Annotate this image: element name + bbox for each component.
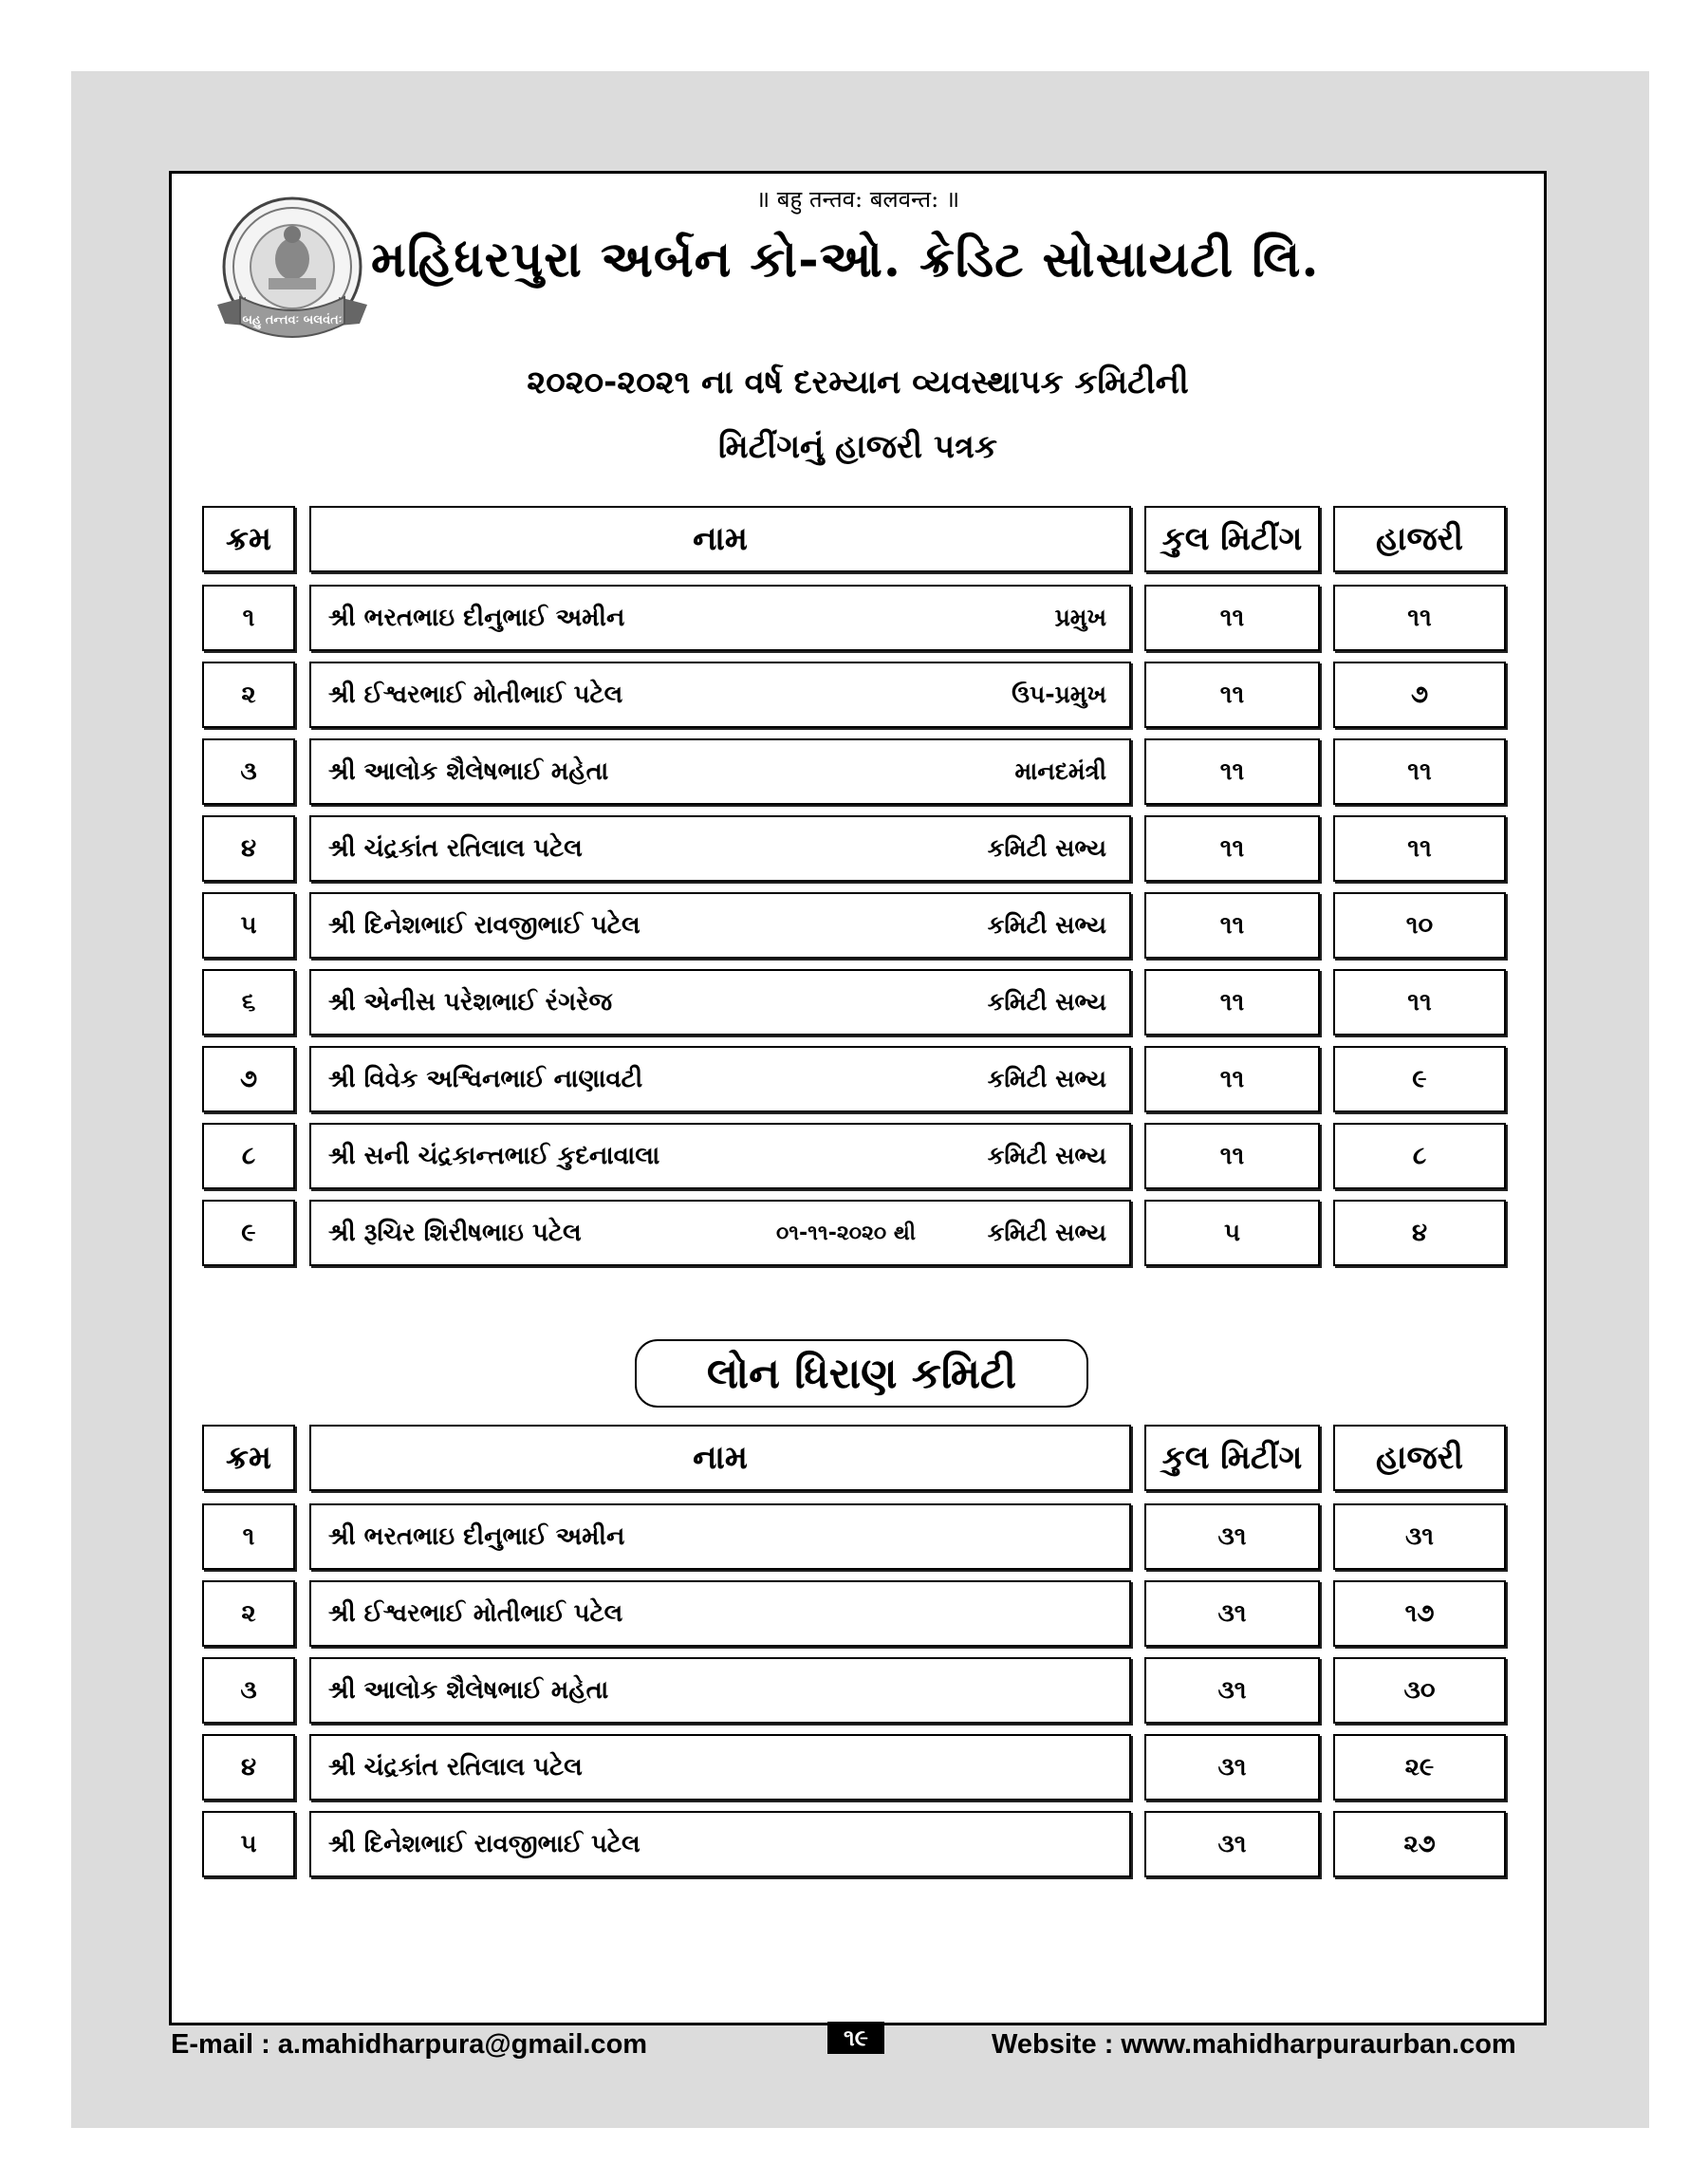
- member-name: શ્રી સની ચંદ્રકાન્તભાઈ કુદનાવાલા: [328, 1141, 660, 1170]
- row-name-cell: [309, 585, 1131, 651]
- row-total-cell: ૩૧: [1144, 1657, 1320, 1724]
- header-sr: ક્રમ: [202, 506, 295, 572]
- member-designation: કમિટી સભ્ય: [987, 988, 1106, 1016]
- row-name-cell: [309, 1580, 1131, 1647]
- member-name: શ્રી ઈશ્વરભાઈ મોતીભાઈ પટેલ: [328, 680, 623, 709]
- row-attendance-cell: ૯: [1333, 1046, 1506, 1112]
- row-sr-cell: ૭: [202, 1046, 295, 1112]
- row-total-cell: ૧૧: [1144, 1123, 1320, 1189]
- row-name-cell: [309, 892, 1131, 959]
- row-sr-cell: ૫: [202, 892, 295, 959]
- row-name-cell: [309, 1123, 1131, 1189]
- row-name-cell: [309, 1503, 1131, 1570]
- row-sr-cell: ૧: [202, 1503, 295, 1570]
- member-name: શ્રી ભરતભાઇ દીનુભાઈ અમીન: [328, 1521, 625, 1551]
- row-total-cell: ૩૧: [1144, 1580, 1320, 1647]
- motto: ॥ बहु तन्तव: बलवन्त: ॥: [755, 186, 960, 213]
- header-attendance: હાજરી: [1333, 1425, 1506, 1491]
- member-designation: કમિટી સભ્ય: [987, 1142, 1106, 1169]
- row-sr-cell: ૩: [202, 1657, 295, 1724]
- row-total-cell: ૧૧: [1144, 662, 1320, 728]
- row-name-cell: [309, 1811, 1131, 1877]
- member-designation: પ્રમુખ: [1054, 604, 1106, 631]
- member-name: શ્રી ઈશ્વરભાઈ મોતીભાઈ પટેલ: [328, 1598, 623, 1628]
- row-attendance-cell: ૪: [1333, 1200, 1506, 1266]
- row-attendance-cell: ૧૧: [1333, 585, 1506, 651]
- row-name-cell: [309, 1657, 1131, 1724]
- member-from-date: ૦૧-૧૧-૨૦૨૦ થી: [776, 1221, 916, 1245]
- row-total-cell: ૩૧: [1144, 1734, 1320, 1801]
- row-total-cell: ૩૧: [1144, 1503, 1320, 1570]
- row-total-cell: ૧૧: [1144, 585, 1320, 651]
- row-sr-cell: ૪: [202, 1734, 295, 1801]
- row-name-cell: [309, 815, 1131, 882]
- member-designation: માનદમંત્રી: [1014, 757, 1106, 785]
- row-total-cell: ૧૧: [1144, 815, 1320, 882]
- row-total-cell: ૧૧: [1144, 738, 1320, 805]
- header-total-meetings: કુલ મિટીંગ: [1144, 506, 1320, 572]
- member-name: શ્રી વિવેક અશ્વિનભાઈ નાણાવટી: [328, 1064, 643, 1093]
- document-title-line1: ૨૦૨૦-૨૦૨૧ ના વર્ષ દરમ્યાન વ્યવસ્થાપક કમિટીની: [527, 364, 1189, 401]
- row-name-cell: [309, 1200, 1131, 1266]
- member-designation: કમિટી સભ્ય: [987, 1219, 1106, 1246]
- member-designation: કમિટી સભ્ય: [987, 1065, 1106, 1092]
- loan-committee-title: લોન ધિરાણ કમિટી: [635, 1339, 1088, 1408]
- row-name-cell: [309, 969, 1131, 1036]
- row-attendance-cell: ૨૯: [1333, 1734, 1506, 1801]
- row-attendance-cell: ૭: [1333, 662, 1506, 728]
- row-total-cell: ૫: [1144, 1200, 1320, 1266]
- header-total-meetings: કુલ મિટીંગ: [1144, 1425, 1320, 1491]
- footer-website: Website : www.mahidharpuraurban.com: [992, 2029, 1516, 2060]
- footer-email: E-mail : a.mahidharpura@gmail.com: [171, 2029, 648, 2060]
- row-name-cell: [309, 738, 1131, 805]
- row-attendance-cell: ૨૭: [1333, 1811, 1506, 1877]
- member-name: શ્રી આલોક શૈલેષભાઈ મહેતા: [328, 756, 609, 786]
- member-designation: કમિટી સભ્ય: [987, 911, 1106, 939]
- row-attendance-cell: ૧૧: [1333, 815, 1506, 882]
- row-attendance-cell: ૧૦: [1333, 892, 1506, 959]
- member-designation: ઉપ-પ્રમુખ: [1012, 681, 1106, 708]
- row-sr-cell: ૬: [202, 969, 295, 1036]
- row-sr-cell: ૨: [202, 662, 295, 728]
- member-name: શ્રી દિનેશભાઈ રાવજીભાઈ પટેલ: [328, 910, 640, 940]
- row-sr-cell: ૯: [202, 1200, 295, 1266]
- member-name: શ્રી ચંદ્રકાંત રતિલાલ પટેલ: [328, 1752, 583, 1782]
- row-sr-cell: ૪: [202, 815, 295, 882]
- document-title-line2: મિટીંગનું હાજરી પત્રક: [718, 428, 997, 466]
- row-sr-cell: ૮: [202, 1123, 295, 1189]
- row-total-cell: ૩૧: [1144, 1811, 1320, 1877]
- document-page: [169, 171, 1547, 2025]
- row-sr-cell: ૫: [202, 1811, 295, 1877]
- header-name: નામ: [309, 506, 1131, 572]
- member-name: શ્રી દિનેશભાઈ રાવજીભાઈ પટેલ: [328, 1829, 640, 1858]
- row-attendance-cell: ૩૦: [1333, 1657, 1506, 1724]
- svg-text:બહુ તન્તવઃ બલવંતઃ: બહુ તન્તવઃ બલવંતઃ: [242, 313, 343, 327]
- member-name: શ્રી એનીસ પરેશભાઈ રંગરેજ: [328, 987, 613, 1017]
- row-attendance-cell: ૧૭: [1333, 1580, 1506, 1647]
- row-sr-cell: ૨: [202, 1580, 295, 1647]
- society-seal-logo: [208, 191, 377, 357]
- header-attendance: હાજરી: [1333, 506, 1506, 572]
- page-number: ૧૯: [827, 2022, 884, 2054]
- member-name: શ્રી ચંદ્રકાંત રતિલાલ પટેલ: [328, 833, 583, 863]
- member-name: શ્રી રૂચિર શિરીષભાઇ પટેલ: [328, 1218, 582, 1247]
- row-total-cell: ૧૧: [1144, 892, 1320, 959]
- organization-name: મહિધરપુરા અર્બન કો-ઓ. ક્રેડિટ સોસાયટી લિ.: [371, 231, 1320, 289]
- row-name-cell: [309, 1046, 1131, 1112]
- row-attendance-cell: ૩૧: [1333, 1503, 1506, 1570]
- member-designation: કમિટી સભ્ય: [987, 834, 1106, 862]
- member-name: શ્રી આલોક શૈલેષભાઈ મહેતા: [328, 1675, 609, 1705]
- row-sr-cell: ૧: [202, 585, 295, 651]
- row-attendance-cell: ૧૧: [1333, 738, 1506, 805]
- header-name: નામ: [309, 1425, 1131, 1491]
- row-attendance-cell: ૮: [1333, 1123, 1506, 1189]
- row-total-cell: ૧૧: [1144, 969, 1320, 1036]
- row-attendance-cell: ૧૧: [1333, 969, 1506, 1036]
- row-total-cell: ૧૧: [1144, 1046, 1320, 1112]
- member-name: શ્રી ભરતભાઇ દીનુભાઈ અમીન: [328, 603, 625, 632]
- header-sr: ક્રમ: [202, 1425, 295, 1491]
- row-sr-cell: ૩: [202, 738, 295, 805]
- row-name-cell: [309, 1734, 1131, 1801]
- row-name-cell: [309, 662, 1131, 728]
